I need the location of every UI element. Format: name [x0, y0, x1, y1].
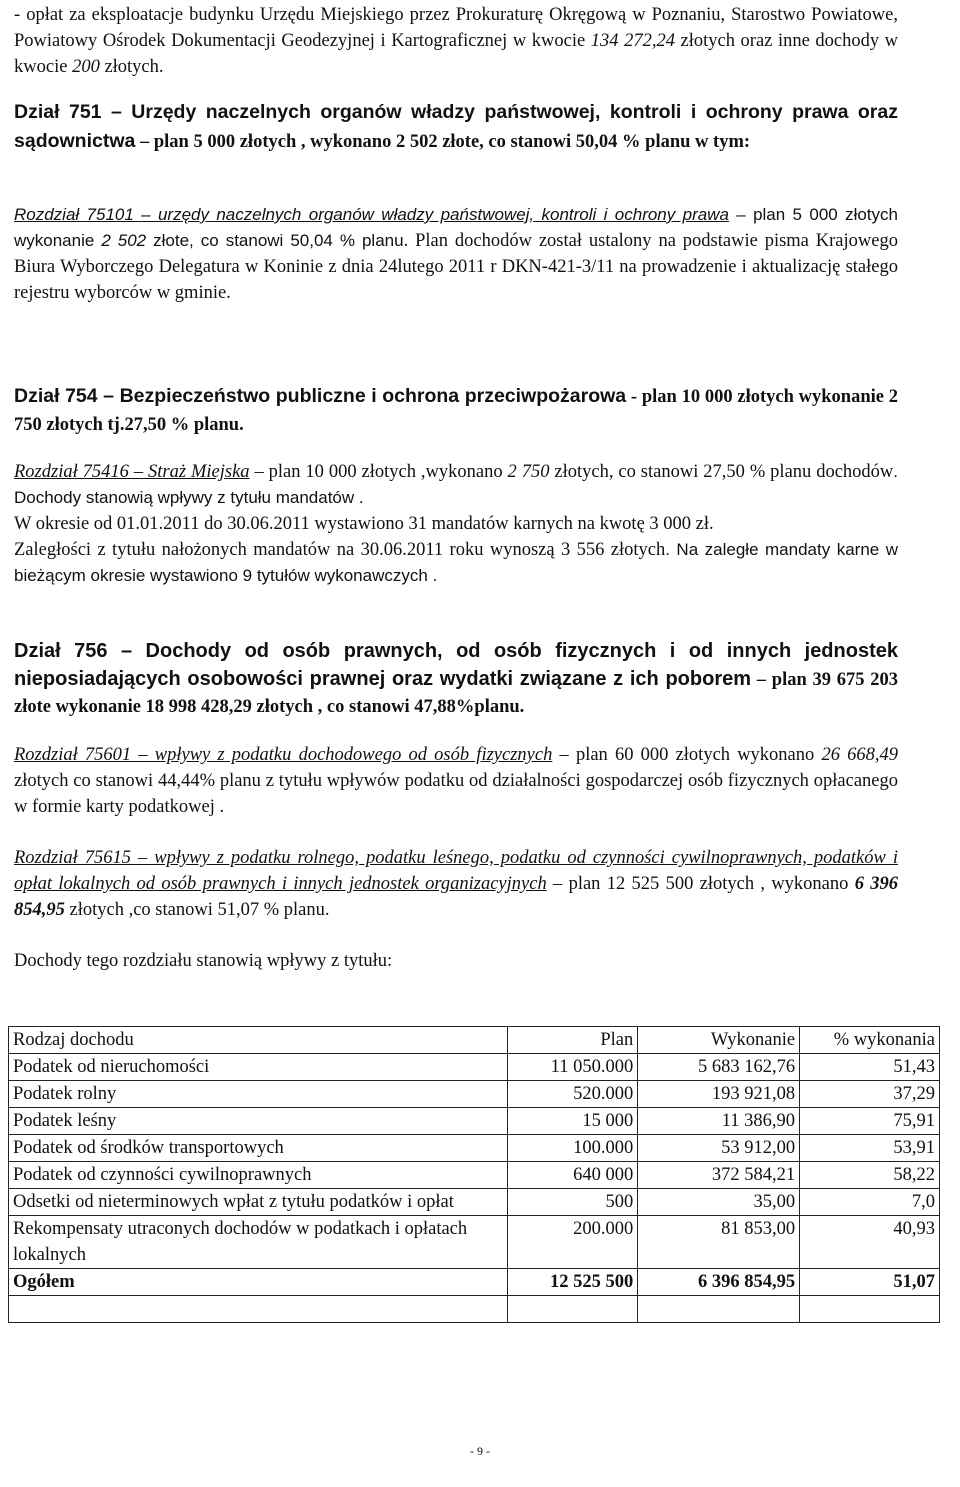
table-header-row	[9, 1027, 940, 1054]
cell-execution: 53 912,00	[638, 1135, 800, 1162]
cell-execution: 35,00	[638, 1189, 800, 1216]
header-execution: Wykonanie	[638, 1027, 800, 1054]
chapter-75101-text-3: . Plan dochodów został ustalony na podstawie pisma Krajowego Biura Wyborczego Delegatura w Koninie z dnia 24lutego 2011 r DKN-421-3/11 na prowadzenie i aktualizację stałego rejestru wyborców w gminie.	[14, 231, 898, 303]
section-751	[14, 98, 898, 156]
header-plan: Plan	[508, 1027, 638, 1054]
table-total-row	[9, 1269, 940, 1296]
cell-type: Podatek od nieruchomości	[9, 1054, 508, 1081]
chapter-75416-text: – plan 10 000 złotych ,wykonano	[249, 462, 508, 482]
table-row	[9, 1216, 940, 1269]
table-row	[9, 1189, 940, 1216]
cell-type: Ogółem	[9, 1269, 508, 1296]
cell-type: Podatek od środków transportowych	[9, 1135, 508, 1162]
chapter-75416-amount: 2 750	[507, 462, 550, 482]
cell-percent: 37,29	[800, 1081, 940, 1108]
section-754	[14, 382, 898, 439]
chapter-75101-title: Rozdział 75101 – urzędy naczelnych organów władzy państwowej, kontroli i ochrony prawa	[14, 205, 729, 224]
chapter-75615-line-2: Dochody tego rozdziału stanowią wpływy z tytułu:	[14, 951, 393, 971]
cell-execution: 6 396 854,95	[638, 1269, 800, 1296]
empty-cell	[800, 1296, 940, 1323]
table-row	[9, 1162, 940, 1189]
chapter-75615-text-2: złotych ,co stanowi 51,07 % planu.	[64, 900, 330, 920]
cell-type: Odsetki od nieterminowych wpłat z tytułu podatków i opłat	[9, 1189, 508, 1216]
cell-percent: 58,22	[800, 1162, 940, 1189]
cell-plan: 520.000	[508, 1081, 638, 1108]
cell-percent: 51,07	[800, 1269, 940, 1296]
chapter-75601-text-2: złotych co stanowi 44,44% planu z tytułu wpływów podatku od działalności gospodarczej osób fizycznych opłacanego w formie karty podatkowej .	[14, 771, 898, 817]
table-row	[9, 1081, 940, 1108]
chapter-75416	[14, 459, 898, 511]
chapter-75601	[14, 742, 898, 820]
section-754-summary: - plan 10 000 złotych wykonanie 2 750 złotych tj.27,50 % planu.	[14, 387, 898, 435]
section-756-summary: – plan 39 675 203 złote wykonanie 18 998 428,29 złotych , co stanowi 47,88%planu.	[14, 670, 899, 717]
cell-plan: 12 525 500	[508, 1269, 638, 1296]
table-row	[9, 1135, 940, 1162]
header-type: Rodzaj dochodu	[9, 1027, 508, 1054]
cell-plan: 500	[508, 1189, 638, 1216]
empty-cell	[9, 1296, 508, 1323]
cell-execution: 81 853,00	[638, 1216, 800, 1269]
cell-plan: 100.000	[508, 1135, 638, 1162]
intro-text-2: złotych oraz inne dochody w kwocie	[14, 31, 898, 77]
section-756-heading: Dział 756 – Dochody od osób prawnych, od osób fizycznych i od innych jednostek nieposiadających osobowości prawnej oraz wydatki związane z ich poborem	[14, 640, 898, 690]
cell-type: Podatek od czynności cywilnoprawnych	[9, 1162, 508, 1189]
intro-paragraph	[14, 2, 898, 80]
intro-text: - opłat za eksploatacje budynku Urzędu Miejskiego przez Prokuraturę Okręgową w Poznaniu, Starostwo Powiatowe, Powiatowy Ośrodek Dokumentacji Geodezyjnej i Kartograficznej w kwocie	[14, 5, 898, 51]
cell-execution: 5 683 162,76	[638, 1054, 800, 1081]
intro-amount-1: 134 272,24	[590, 31, 675, 51]
chapter-75101	[14, 202, 898, 306]
chapter-75416-titles: . Na zaległe mandaty karne w bieżącym okresie wystawiono 9 tytułów wykonawczych .	[14, 540, 899, 585]
cell-execution: 193 921,08	[638, 1081, 800, 1108]
cell-plan: 640 000	[508, 1162, 638, 1189]
chapter-75101-text-2: złote, co stanowi 50,04 % planu	[146, 231, 404, 250]
chapter-75615	[14, 845, 898, 923]
cell-percent: 51,43	[800, 1054, 940, 1081]
section-751-heading: Dział 751 – Urzędy naczelnych organów władzy państwowej, kontroli i ochrony prawa oraz sądownictwa	[14, 101, 898, 152]
empty-cell	[508, 1296, 638, 1323]
chapter-75101-amount: 2 502	[101, 231, 147, 250]
chapter-75615-text: – plan 12 525 500 złotych , wykonano	[546, 874, 855, 894]
cell-execution: 372 584,21	[638, 1162, 800, 1189]
intro-amount-2: 200	[72, 57, 100, 77]
table-row	[9, 1108, 940, 1135]
cell-plan: 200.000	[508, 1216, 638, 1269]
cell-plan: 11 050.000	[508, 1054, 638, 1081]
cell-type: Podatek leśny	[9, 1108, 508, 1135]
income-table	[8, 1026, 940, 1323]
header-percent: % wykonania	[800, 1027, 940, 1054]
cell-percent: 53,91	[800, 1135, 940, 1162]
chapter-75601-title: Rozdział 75601 – wpływy z podatku dochodowego od osób fizycznych	[14, 745, 553, 765]
cell-plan: 15 000	[508, 1108, 638, 1135]
intro-text-3: złotych.	[99, 57, 164, 77]
chapter-75101-text: – plan 5 000 złotych wykonanie	[14, 205, 898, 250]
table-empty-row	[9, 1296, 940, 1323]
cell-type: Podatek rolny	[9, 1081, 508, 1108]
chapter-75416-arrears: Zaległości z tytułu nałożonych mandatów na 30.06.2011 roku wynoszą 3 556 złotych	[14, 540, 666, 560]
section-751-summary: – plan 5 000 złotych , wykonano 2 502 złote, co stanowi 50,04 % planu w tym:	[135, 132, 751, 152]
chapter-75416-text-3: . Dochody stanowią wpływy z tytułu mandatów .	[14, 462, 899, 507]
chapter-75601-amount: 26 668,49	[821, 745, 899, 765]
chapter-75615-title: Rozdział 75615 – wpływy z podatku rolnego, podatku leśnego, podatku od czynności cywilnoprawnych, podatków i opłat lokalnych od osób prawnych i innych jednostek organizacyjnych	[14, 848, 898, 894]
cell-execution: 11 386,90	[638, 1108, 800, 1135]
cell-percent: 75,91	[800, 1108, 940, 1135]
cell-percent: 7,0	[800, 1189, 940, 1216]
chapter-75615-amount: 6 396 854,95	[14, 874, 899, 920]
table-row	[9, 1054, 940, 1081]
chapter-75601-text: – plan 60 000 złotych wykonano	[552, 745, 822, 765]
cell-percent: 40,93	[800, 1216, 940, 1269]
page-number: - 9 -	[470, 1444, 490, 1458]
section-754-heading: Dział 754 – Bezpieczeństwo publiczne i ochrona przeciwpożarowa	[14, 385, 627, 407]
chapter-75416-line-2: W okresie od 01.01.2011 do 30.06.2011 wystawiono 31 mandatów karnych na kwotę 3 000 zł.	[14, 514, 714, 534]
chapter-75416-text-2: złotych, co stanowi 27,50 % planu dochodów	[549, 462, 894, 482]
section-756	[14, 638, 898, 721]
empty-cell	[638, 1296, 800, 1323]
chapter-75416-title: Rozdział 75416 – Straż Miejska	[14, 462, 250, 482]
chapter-75416-line-3	[14, 537, 898, 589]
cell-type: Rekompensaty utraconych dochodów w podatkach i opłatach lokalnych	[9, 1216, 508, 1269]
